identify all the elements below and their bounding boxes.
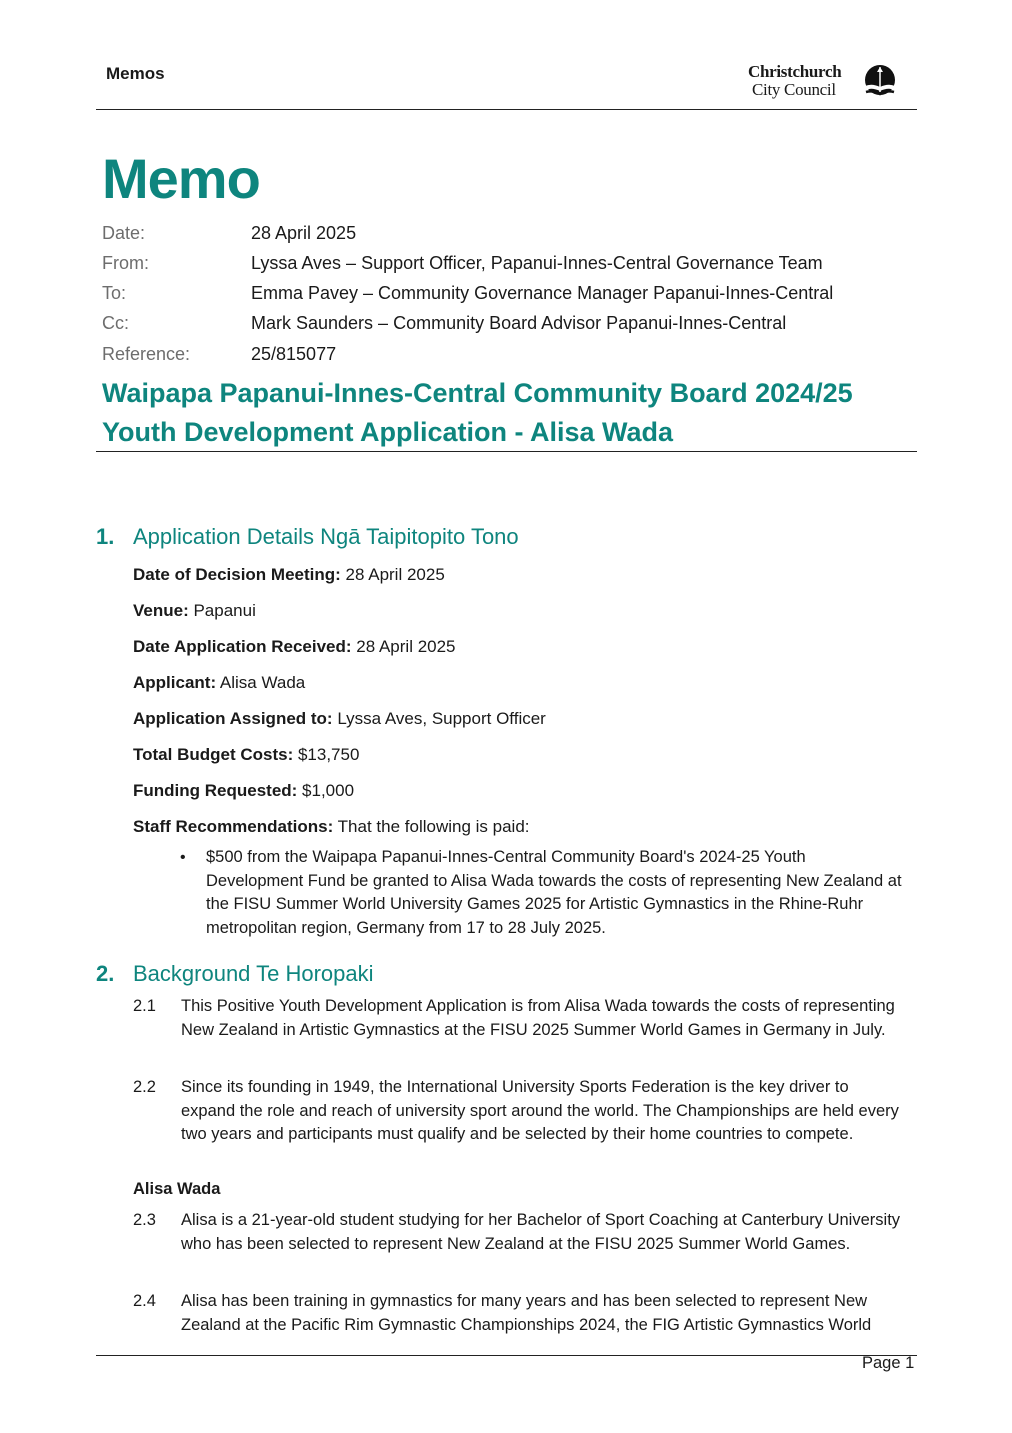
- paragraph-number: 2.4: [133, 1292, 156, 1310]
- field-decision-meeting: [133, 563, 445, 587]
- field-value: That the following is paid:: [333, 817, 530, 836]
- section-title: Background Te Horopaki: [133, 961, 374, 986]
- field-value: 28 April 2025: [340, 565, 445, 584]
- field-staff-recommendations: [133, 815, 530, 839]
- field-value: $1,000: [297, 781, 355, 800]
- field-value: Papanui: [188, 601, 256, 620]
- field-value: Lyssa Aves, Support Officer: [332, 709, 546, 728]
- recommendation-bullet: $500 from the Waipapa Papanui-Innes-Central Community Board's 2024-25 Youth Development Fund be granted to Alisa Wada towards the costs of representing New Zealand at the FISU Summer World University Games 2025 for Artistic Gymnastics in the Rhine-Ruhr metropolitan region, Germany from 17 to 28 July 2025.: [206, 848, 902, 937]
- meta-value: 28 April 2025: [251, 223, 357, 243]
- field-venue: [133, 599, 256, 623]
- meta-key: Cc:: [102, 313, 129, 333]
- paragraph-number: 2.3: [133, 1211, 156, 1229]
- field-label: Applicant:: [133, 673, 217, 692]
- field-funding-requested: [133, 779, 354, 803]
- subject-rule: [96, 451, 917, 452]
- meta-key: Reference:: [102, 344, 191, 364]
- memo-title: Memo: [102, 147, 260, 210]
- page-number: Page 1: [862, 1354, 915, 1372]
- field-assigned-to: [133, 707, 546, 731]
- meta-key: From:: [102, 253, 149, 273]
- meta-value: Lyssa Aves – Support Officer, Papanui-Innes-Central Governance Team: [251, 253, 823, 273]
- field-applicant: [133, 671, 305, 695]
- memo-subject: [102, 374, 922, 452]
- meta-key: Date:: [102, 223, 146, 243]
- field-label: Funding Requested:: [133, 781, 298, 800]
- header-rule: [96, 109, 917, 110]
- field-label: Total Budget Costs:: [133, 745, 294, 764]
- field-date-received: [133, 635, 456, 659]
- meta-value: 25/815077: [251, 344, 337, 364]
- field-label: Staff Recommendations:: [133, 817, 334, 836]
- meta-value: Mark Saunders – Community Board Advisor Papanui-Innes-Central: [251, 313, 787, 333]
- paragraph-text: This Positive Youth Development Application is from Alisa Wada towards the costs of representing New Zealand in Artistic Gymnastics at the FISU 2025 Summer World Games in Germany in July.: [181, 997, 895, 1039]
- header-label: Memos: [106, 64, 165, 83]
- meta-value: Emma Pavey – Community Governance Manager Papanui-Innes-Central: [251, 283, 834, 303]
- paragraph-text: Alisa has been training in gymnastics for many years and has been selected to represent New Zealand at the Pacific Rim Gymnastic Championships 2024, the FIG Artistic Gymnastics World: [181, 1292, 872, 1334]
- subject-line-1: Waipapa Papanui-Innes-Central Community Board 2024/25: [102, 378, 853, 408]
- paragraph-text: Alisa is a 21-year-old student studying for her Bachelor of Sport Coaching at Canterbury University who has been selected to represent New Zealand at the FISU 2025 Summer World Games.: [181, 1211, 901, 1253]
- logo-text-line2: City Council: [752, 80, 836, 99]
- paragraph-number: 2.1: [133, 997, 156, 1015]
- section-title: Application Details Ngā Taipitopito Tono: [133, 524, 519, 549]
- paragraph-number: 2.2: [133, 1078, 156, 1096]
- cathedral-logo-icon: [862, 64, 898, 100]
- meta-key: To:: [102, 283, 127, 303]
- field-total-budget: [133, 743, 359, 767]
- subheading-applicant: Alisa Wada: [133, 1180, 221, 1198]
- bullet-dot-icon: •: [180, 849, 186, 866]
- subject-line-2: Youth Development Application - Alisa Wada: [102, 417, 674, 447]
- field-value: 28 April 2025: [351, 637, 456, 656]
- council-logo: [748, 62, 900, 102]
- paragraph-text: Since its founding in 1949, the International University Sports Federation is the key driver to expand the role and reach of university sport around the world. The Championships are held every two years and participants must qualify and be selected by their home countries to compete.: [181, 1078, 899, 1143]
- footer-rule: [96, 1355, 917, 1356]
- field-value: Alisa Wada: [216, 673, 306, 692]
- field-label: Venue:: [133, 601, 189, 620]
- section-number: 2.: [96, 961, 115, 986]
- section-number: 1.: [96, 524, 115, 549]
- field-value: $13,750: [293, 745, 360, 764]
- field-label: Date Application Received:: [133, 637, 352, 656]
- field-label: Application Assigned to:: [133, 709, 333, 728]
- field-label: Date of Decision Meeting:: [133, 565, 341, 584]
- logo-text-line1: Christchurch: [748, 62, 842, 81]
